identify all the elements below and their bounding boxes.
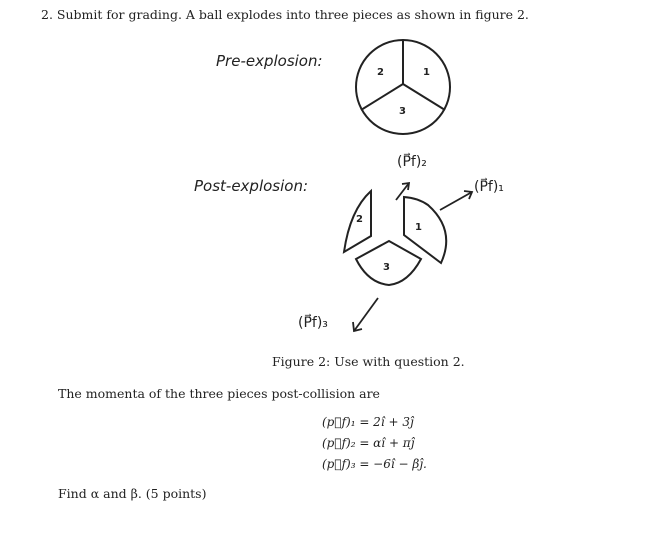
- arrow-label-p3: (P⃗f)₃: [298, 315, 328, 331]
- post-piece-1-label: 1: [415, 222, 422, 233]
- pre-piece-2-label: 2: [377, 67, 384, 78]
- post-explosion-pieces: [344, 191, 446, 285]
- pre-explosion-label: Pre-explosion:: [216, 52, 323, 70]
- pre-explosion-ball: [356, 40, 450, 134]
- momenta-intro-text: The momenta of the three pieces post-collision are: [58, 386, 380, 401]
- equation-p1: (p⃗f)₁ = 2î + 3ĵ: [322, 415, 414, 429]
- arrow-p1: [440, 192, 472, 210]
- problem-text: Submit for grading. A ball explodes into three pieces as shown in figure 2.: [56, 7, 529, 22]
- arrow-label-p1: (P⃗f)₁: [474, 179, 504, 195]
- equation-p3: (p⃗f)₃ = −6î − βĵ.: [322, 457, 427, 471]
- pre-piece-1-label: 1: [423, 67, 430, 78]
- post-piece-3-label: 3: [383, 262, 390, 273]
- problem-number: 2.: [41, 7, 53, 22]
- figure-caption: Figure 2: Use with question 2.: [272, 354, 465, 369]
- question-text: Find α and β. (5 points): [58, 486, 207, 501]
- arrow-label-p2: (P⃗f)₂: [397, 154, 427, 170]
- arrow-p3: [354, 298, 378, 331]
- post-piece-2-label: 2: [356, 214, 363, 225]
- pre-piece-3-label: 3: [399, 106, 406, 117]
- post-explosion-label: Post-explosion:: [194, 177, 309, 195]
- momenta-equations: [322, 412, 427, 475]
- equation-p2: (p⃗f)₂ = αî + πĵ: [322, 436, 415, 450]
